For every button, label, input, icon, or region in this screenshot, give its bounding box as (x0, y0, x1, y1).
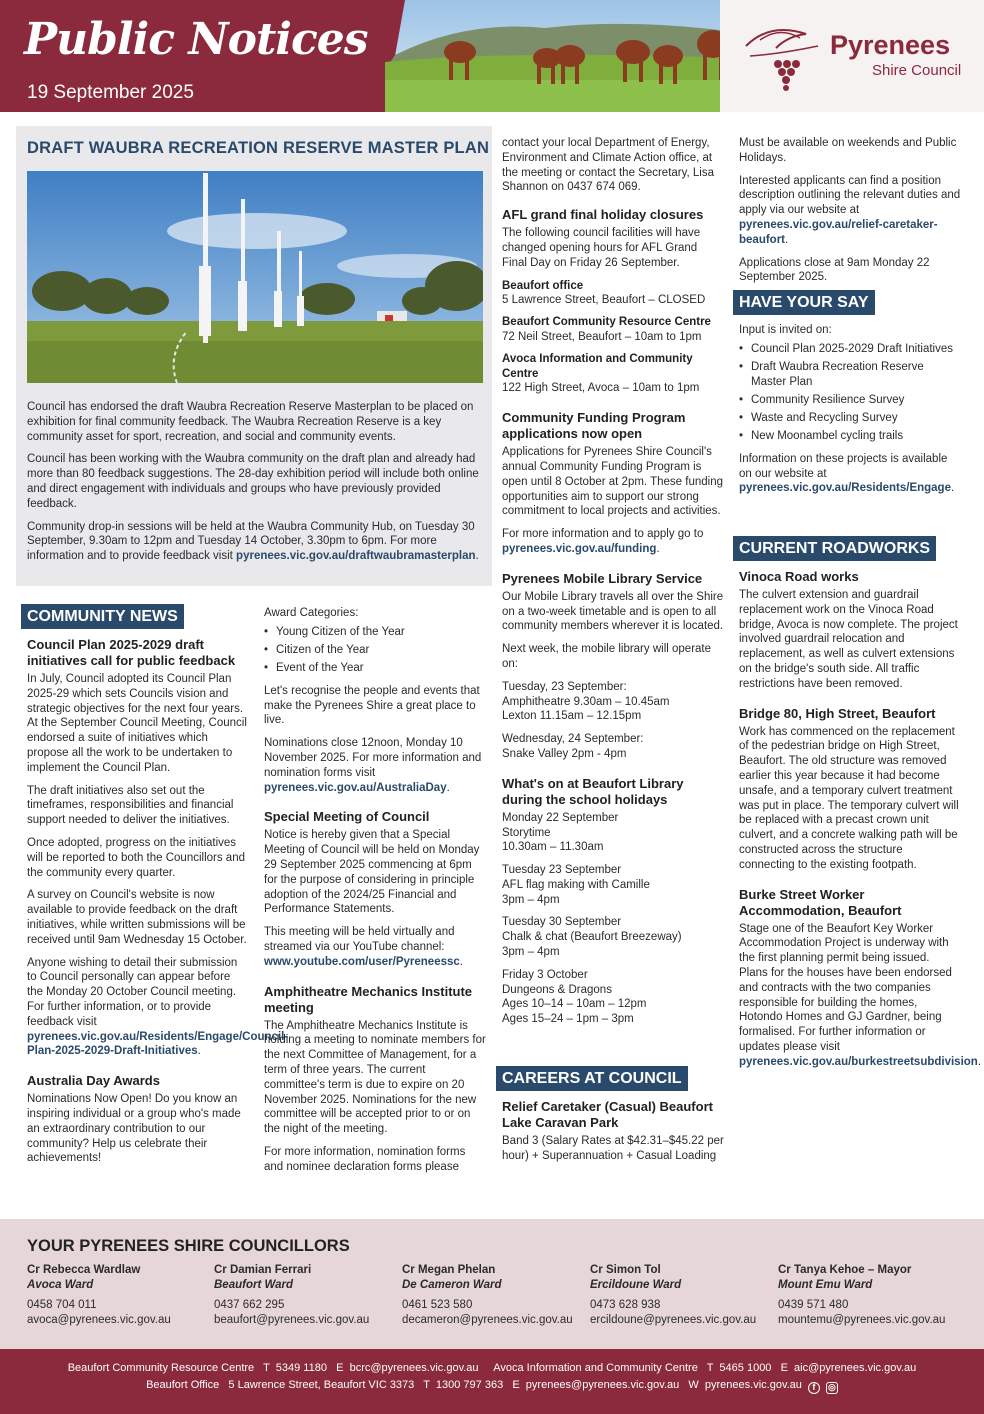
afl-closures-para: The following council facilities will have changed opening hours for AFL Grand Final Day on Friday 26 September. (502, 227, 701, 269)
library-event-4 (502, 968, 724, 1027)
draft-para-1: Council has endorsed the draft Waubra Recreation Reserve Masterplan to be placed on exhibition for final community feedback. The Waubra Recreation Reserve is a key community asset for sport, recreation, and social and community events. (27, 401, 474, 443)
list-item: • Community Resilience Survey (739, 393, 961, 408)
column-3 (502, 136, 724, 1035)
council-plan-para-5 (27, 956, 289, 1060)
mobile-library-para-1: Our Mobile Library travels all over the Shire on a two-week timetable and is open to all community members wherever it is located. (502, 590, 724, 633)
list-item: • Council Plan 2025-2029 Draft Initiatives (739, 342, 961, 357)
councillor-card (402, 1263, 592, 1328)
draft-title: DRAFT WAUBRA RECREATION RESERVE MASTER PLAN (27, 139, 490, 157)
closure-location-2 (502, 315, 724, 345)
councillor-ward: De Cameron Ward (402, 1279, 502, 1291)
afl-closures-heading: AFL grand final holiday closures (502, 207, 704, 223)
councillor-card (590, 1263, 780, 1328)
event-time: Ages 15–24 – 1pm – 3pm (502, 1013, 634, 1026)
location-name: Beaufort Community Resource Centre (502, 316, 711, 329)
australia-day-para: Nominations Now Open! Do you know an inspiring individual or a group who's made an extraordinary contribution to our community? Help us celebrate their achievements! (27, 1093, 241, 1165)
list-item: • Young Citizen of the Year (264, 625, 486, 640)
special-meeting-para-1: Notice is hereby given that a Special Meeting of Council will be held on Monday 29 September 2025 commencing at 6pm for the purpose of considering in principle adoption of the 2024/25 Financial and Performance Statements. (264, 829, 480, 916)
page-title: Public Notices (24, 14, 368, 65)
council-plan-link[interactable]: pyrenees.vic.gov.au/Residents/Engage/Council-Plan-2025-2029-Draft-Initiatives (27, 1030, 289, 1058)
vinoca-road-heading: Vinoca Road works (739, 569, 859, 584)
award-categories-list (264, 625, 486, 676)
awards-para-2-text: Nominations close 12noon, Monday 10 November 2025. For more information and nomination forms visit (264, 737, 482, 779)
councillor-email[interactable]: decameron@pyrenees.vic.gov.au (402, 1314, 573, 1326)
draft-masterplan-box (16, 126, 492, 586)
councillor-email[interactable]: beaufort@pyrenees.vic.gov.au (214, 1314, 370, 1326)
relief-caretaker-heading: Relief Caretaker (Casual) Beaufort Lake Caravan Park (502, 1099, 713, 1130)
caretaker-close: Applications close at 9am Monday 22 September 2025. (739, 256, 930, 284)
header (0, 0, 984, 112)
burke-street-heading: Burke Street Worker Accommodation, Beaufort (739, 886, 902, 918)
relief-caretaker-para: Band 3 (Salary Rates at $42.31–$45.22 per hour) + Superannuation + Casual Loading (502, 1135, 724, 1162)
councillor-card (778, 1263, 968, 1328)
special-meeting-para-2-text: This meeting will be held virtually and streamed via our YouTube channel: (264, 926, 455, 953)
issue-date: 19 September 2025 (27, 82, 194, 103)
councillors-panel (0, 1219, 984, 1349)
location-detail: 72 Neil Street, Beaufort – 10am to 1pm (502, 330, 702, 343)
instagram-icon[interactable]: ◎ (826, 1382, 838, 1394)
mobile-library-para-2: Next week, the mobile library will operate on: (502, 643, 712, 670)
location-name: Avoca Information and Community Centre (502, 352, 693, 380)
column-4 (739, 136, 961, 293)
event-time: 10.30am – 11.30am (502, 841, 604, 854)
event-date: Tuesday 23 September (502, 864, 622, 877)
youtube-link[interactable]: www.youtube.com/user/Pyreneessc (264, 955, 460, 968)
footer-contact-line-2 (0, 1379, 984, 1394)
library-stop-1 (502, 680, 724, 724)
list-item: • Waste and Recycling Survey (739, 411, 961, 426)
footer-line-2-text: Beaufort Office 5 Lawrence Street, Beaufort VIC 3373 T 1300 797 363 E pyrenees@pyrenees.vic.gov.au W pyrenees.vic.gov.au (146, 1379, 802, 1391)
caretaker-link[interactable]: pyrenees.vic.gov.au/relief-caretaker-beaufort (739, 218, 938, 246)
draft-para-3-text: Community drop-in sessions will be held at the Waubra Community Hub, on Tuesday 30 September, 9.30am to 12pm and Tuesday 14 October, 3.30pm to 6pm. For more information and to provide feedback visit (27, 520, 475, 563)
library-event-2 (502, 863, 724, 907)
roadworks-section (733, 536, 982, 1078)
councillor-card (27, 1263, 217, 1328)
location-detail: 5 Lawrence Street, Beaufort – CLOSED (502, 294, 706, 307)
bridge-80-para: Work has commenced on the replacement of the pedestrian bridge on High Street, Beaufort. The old structure was removed earlier this year because it had become unsafe, and a temporary culvert treatment was put in place. The temporary culvert will be replaced with a precast crown unit culvert, and a concrete walking path will be constructed across the structure connecting to the existing footpath. (739, 725, 959, 871)
draft-para-3 (27, 520, 479, 564)
councillor-name: Cr Simon Tol (590, 1264, 661, 1276)
councillor-email[interactable]: avoca@pyrenees.vic.gov.au (27, 1314, 171, 1326)
council-plan-para-3: Once adopted, progress on the initiatives will be reported to both the Councillors and the community every quarter. (27, 836, 245, 879)
council-logo (720, 0, 984, 112)
funding-para-text: For more information and to apply go to (502, 528, 704, 541)
column-community-news (21, 604, 289, 1174)
councillor-email[interactable]: mountemu@pyrenees.vic.gov.au (778, 1314, 946, 1326)
event-time: 3pm – 4pm (502, 893, 560, 906)
column-2 (264, 606, 486, 1183)
stop-date: Tuesday, 23 September: (502, 680, 627, 693)
awards-para-2-end: . (446, 781, 450, 794)
councillor-phone[interactable]: 0458 704 011 (27, 1299, 97, 1311)
council-plan-para-4: A survey on Council's website is now available to provide feedback on the draft initiatives, while written submissions will be received until 9am Wednesday 15 October. (27, 889, 247, 946)
funding-program-heading: Community Funding Program applications now open (502, 410, 686, 442)
burke-street-end: . (977, 1055, 982, 1068)
councillor-name: Cr Tanya Kehoe – Mayor (778, 1264, 912, 1276)
have-your-say-heading: HAVE YOUR SAY (733, 290, 875, 315)
grape-logo-icon (740, 16, 824, 96)
councillor-ward: Mount Emu Ward (778, 1279, 873, 1291)
councillor-phone[interactable]: 0473 628 938 (590, 1299, 661, 1311)
event-name: Storytime (502, 826, 551, 839)
engage-info-end: . (950, 482, 955, 495)
stop-time: Amphitheatre 9.30am – 10.45am (502, 695, 670, 708)
event-name: AFL flag making with Camille (502, 878, 650, 891)
australia-day-heading: Australia Day Awards (27, 1073, 160, 1089)
have-your-say-intro: Input is invited on: (739, 324, 832, 336)
event-date: Monday 22 September (502, 811, 619, 824)
location-detail: 122 High Street, Avoca – 10am to 1pm (502, 382, 700, 395)
special-meeting-para-2 (264, 925, 486, 969)
council-plan-para-2: The draft initiatives also set out the timeframes, responsibilities and financial support needed to deliver the initiatives. (27, 784, 234, 827)
list-item: • Event of the Year (264, 661, 486, 676)
engage-info (739, 452, 961, 496)
careers-heading: CAREERS AT COUNCIL (496, 1066, 688, 1091)
funding-link[interactable]: pyrenees.vic.gov.au/funding (502, 542, 657, 555)
event-date: Tuesday 30 September (502, 916, 622, 929)
caretaker-availability: Must be available on weekends and Public Holidays. (739, 137, 957, 164)
mechanics-institute-contact: contact your local Department of Energy, Environment and Climate Action office, at the meeting or contact the Secretary, Lisa Shannon on 0437 674 069. (502, 137, 715, 194)
council-plan-para-5-text: Anyone wishing to detail their submission to Council personally can appear before the Monday 20 October Council meeting. For further information, or to provide feedback visit (27, 956, 238, 1028)
footer-contact-line-1: Beaufort Community Resource Centre T 5349 1180 E bcrc@pyrenees.vic.gov.au Avoca Information and Community Centre T 5465 1000 E aic@pyrenees.vic.gov.au (67, 1362, 917, 1374)
list-item: • Draft Waubra Recreation Reserve Master Plan (739, 360, 961, 390)
logo-name: Pyrenees (830, 30, 951, 60)
mechanics-institute-para-2: For more information, nomination forms and nominee declaration forms please (264, 1145, 466, 1173)
councillor-phone[interactable]: 0461 523 580 (402, 1299, 473, 1311)
list-item: • New Moonambel cycling trails (739, 429, 961, 444)
have-your-say-section (733, 290, 961, 504)
footer (0, 1349, 984, 1414)
mobile-library-heading: Pyrenees Mobile Library Service (502, 570, 703, 586)
councillor-ward: Avoca Ward (27, 1279, 94, 1291)
mechanics-institute-heading: Amphitheatre Mechanics Institute meeting (264, 983, 473, 1015)
event-name: Dungeons & Dragons (502, 983, 612, 996)
facebook-icon[interactable]: f (808, 1382, 820, 1394)
funding-para-end: . (656, 542, 660, 555)
funding-program-para-1: Applications for Pyrenees Shire Council's annual Community Funding Program is open until 8 October at 2pm. These funding opportunities aim to support our strong commitment to local projects and activities. (502, 446, 723, 518)
draft-feedback-link[interactable]: pyrenees.vic.gov.au/draftwaubramasterplan (236, 550, 476, 563)
funding-program-para-2 (502, 527, 724, 557)
vinoca-road-para: The culvert extension and guardrail replacement work on the Vinoca Road bridge, Avoca is now complete. The project involved guardrail relocation and replacement, as well as culvert extensions on the bridge's south side. All traffic restrictions have been removed. (739, 589, 958, 690)
stop-time: Snake Valley 2pm - 4pm (502, 747, 627, 760)
council-plan-para-1: In July, Council adopted its Council Plan 2025-29 which sets Councils vision and strategic objectives for the next four years. At the September Council Meeting, Council endorsed a suite of initiatives which propose all the work to be undertaken to implement the Council Plan. (27, 673, 247, 774)
award-categories-label: Award Categories: (264, 607, 359, 619)
location-name: Beaufort office (502, 279, 584, 292)
councillor-phone[interactable]: 0437 662 295 (214, 1299, 285, 1311)
cattle-photo (385, 0, 735, 112)
councillor-phone[interactable]: 0439 571 480 (778, 1299, 849, 1311)
burke-street-para (739, 922, 982, 1070)
stop-time: Lexton 11.15am – 12.15pm (502, 710, 642, 723)
closure-location-1 (502, 279, 724, 309)
logo-subtitle: Shire Council (872, 62, 962, 79)
councillor-name: Cr Rebecca Wardlaw (27, 1264, 141, 1276)
councillor-ward: Beaufort Ward (214, 1279, 294, 1291)
councillors-heading: YOUR PYRENEES SHIRE COUNCILLORS (27, 1237, 350, 1255)
event-time: Ages 10–14 – 10am – 12pm (502, 998, 647, 1011)
special-meeting-para-2-end: . (459, 955, 463, 968)
engage-list (739, 342, 961, 444)
special-meeting-heading: Special Meeting of Council (264, 809, 430, 825)
goalposts-photo (27, 171, 483, 383)
library-event-1 (502, 811, 724, 855)
draft-para-2: Council has been working with the Waubra community on the draft plan and already had more than 80 feedback suggestions. The 28-day exhibition period will include both online and direct engagement with individuals and groups who have previously provided feedback. (27, 453, 479, 510)
roadworks-heading: CURRENT ROADWORKS (733, 536, 936, 561)
header-banner (0, 0, 405, 112)
engage-info-text: Information on these projects is available on our website at (739, 452, 948, 480)
councillor-name: Cr Damian Ferrari (214, 1264, 312, 1276)
council-plan-heading: Council Plan 2025-2029 draft initiatives call for public feedback (27, 637, 236, 668)
awards-para-2 (264, 736, 486, 795)
councillor-card (214, 1263, 404, 1328)
mechanics-institute-para-1: The Amphitheatre Mechanics Institute is holding a meeting to nominate members for the next Committee of Management, for a term of three years. The current committee's term is due to expire on 20 November 2025. Nominations for the new committee will be accepted prior to or on the night of the meeting. (264, 1019, 486, 1136)
draft-para-3-end: . (475, 550, 479, 563)
library-event-3 (502, 915, 724, 959)
list-item: • Citizen of the Year (264, 643, 486, 658)
caretaker-apply-end: . (785, 233, 789, 246)
draft-body (27, 400, 479, 572)
engage-link[interactable]: pyrenees.vic.gov.au/Residents/Engage (739, 482, 951, 495)
awards-para-1: Let's recognise the people and events that make the Pyrenees Shire a great place to live. (264, 684, 480, 727)
burke-street-link[interactable]: pyrenees.vic.gov.au/burkestreetsubdivision (739, 1055, 978, 1068)
event-time: 3pm – 4pm (502, 946, 560, 959)
community-news-heading: COMMUNITY NEWS (21, 604, 184, 629)
caretaker-apply (739, 174, 961, 248)
careers-section (496, 1066, 724, 1172)
event-date: Friday 3 October (502, 968, 588, 981)
bridge-80-heading: Bridge 80, High Street, Beaufort (739, 705, 936, 721)
councillor-email[interactable]: ercildoune@pyrenees.vic.gov.au (590, 1314, 757, 1326)
stop-date: Wednesday, 24 September: (502, 733, 644, 746)
caretaker-apply-text: Interested applicants can find a position description outlining the relevant duties and apply via our website at (739, 174, 961, 217)
burke-street-text: Stage one of the Beaufort Key Worker Accommodation Project is underway with the first planning permit being issued. Plans for the houses have been endorsed and contracts with the two companies responsible for building the homes, Hotondo Homes and GJ Gardner, being formalised. For further information or updates please visit (739, 922, 952, 1053)
closure-location-3 (502, 352, 724, 396)
library-stop-2 (502, 732, 724, 762)
beaufort-library-heading: What's on at Beaufort Library during the school holidays (502, 775, 684, 807)
australia-day-link[interactable]: pyrenees.vic.gov.au/AustraliaDay (264, 781, 447, 794)
council-plan-para-5-end: . (197, 1045, 201, 1058)
councillor-ward: Ercildoune Ward (590, 1279, 682, 1291)
event-name: Chalk & chat (Beaufort Breezeway) (502, 931, 682, 944)
councillor-name: Cr Megan Phelan (402, 1264, 496, 1276)
